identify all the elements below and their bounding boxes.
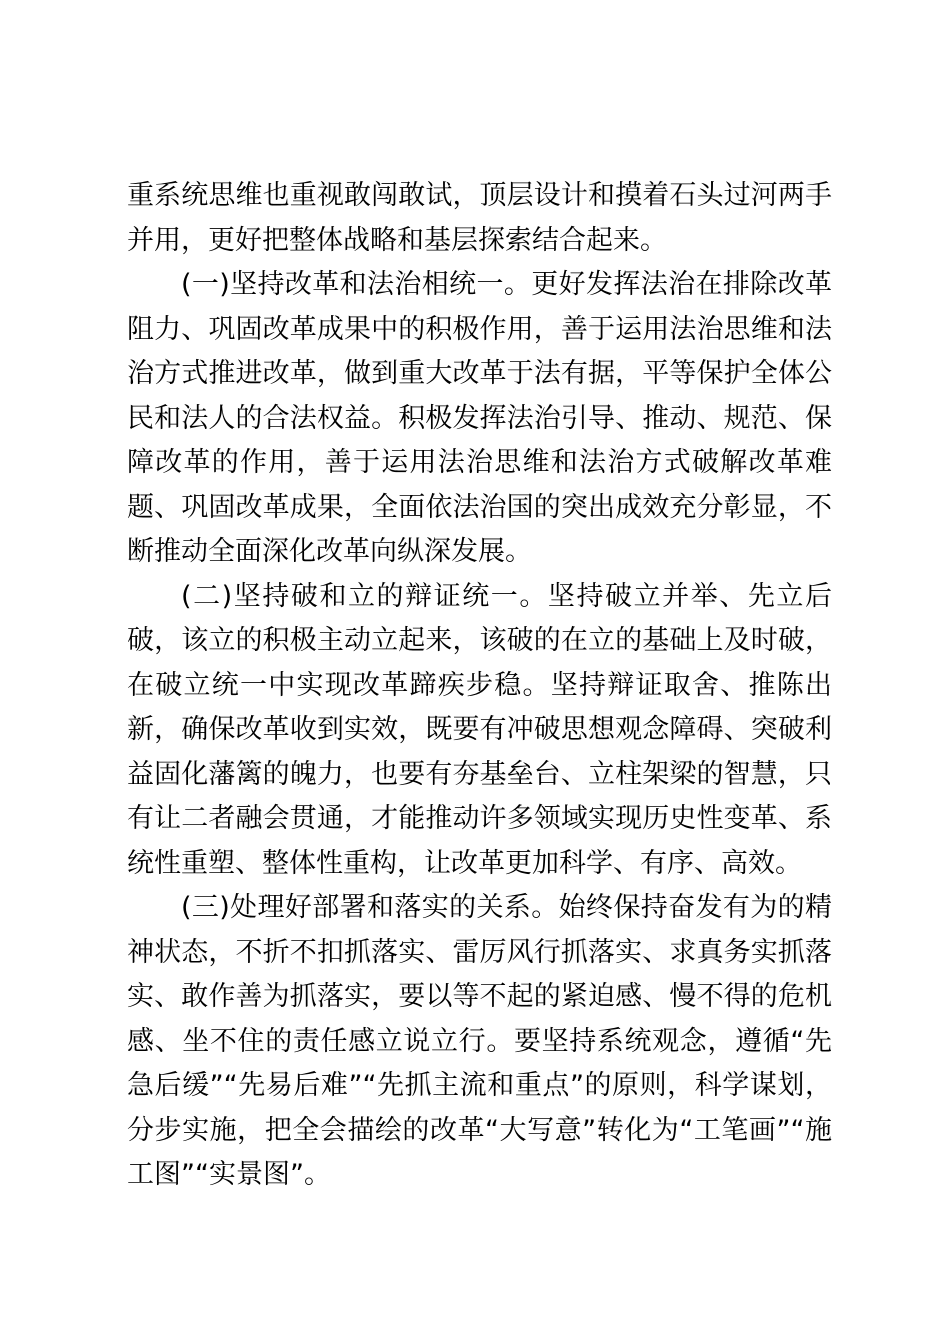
- paragraph-section-2: (二)坚持破和立的辩证统一。坚持破立并举、先立后破，该立的积极主动立起来，该破的在立的基础上及时破，在破立统一中实现改革蹄疾步稳。坚持辩证取舍、推陈出新，确保改革收到实效，既要有冲破思想观念障碍、突破利益固化藩篱的魄力，也要有夯基垒台、立柱架梁的智慧，只有让二者融会贯通，才能推动许多领域实现历史性变革、系统性重塑、整体性重构，让改革更加科学、有序、高效。: [127, 580, 832, 879]
- document-body: [127, 174, 832, 1198]
- paragraph-intro-continuation: 重系统思维也重视敢闯敢试，顶层设计和摸着石头过河两手并用，更好把整体战略和基层探索结合起来。: [127, 180, 832, 256]
- paragraph-section-3: (三)处理好部署和落实的关系。始终保持奋发有为的精神状态，不折不扣抓落实、雷厉风行抓落实、求真务实抓落实、敢作善为抓落实，要以等不起的紧迫感、慢不得的危机感、坐不住的责任感立说立行。要坚持系统观念，遵循“先急后缓”“先易后难”“先抓主流和重点”的原则，科学谋划，分步实施，把全会描绘的改革“大写意”转化为“工笔画”“施工图”“实景图”。: [127, 892, 832, 1190]
- paragraph-section-1: (一)坚持改革和法治相统一。更好发挥法治在排除改革阻力、巩固改革成果中的积极作用，善于运用法治思维和法治方式推进改革，做到重大改革于法有据，平等保护全体公民和法人的合法权益。积极发挥法治引导、推动、规范、保障改革的作用，善于运用法治思维和法治方式破解改革难题、巩固改革成果，全面依法治国的突出成效充分彰显，不断推动全面深化改革向纵深发展。: [127, 269, 832, 567]
